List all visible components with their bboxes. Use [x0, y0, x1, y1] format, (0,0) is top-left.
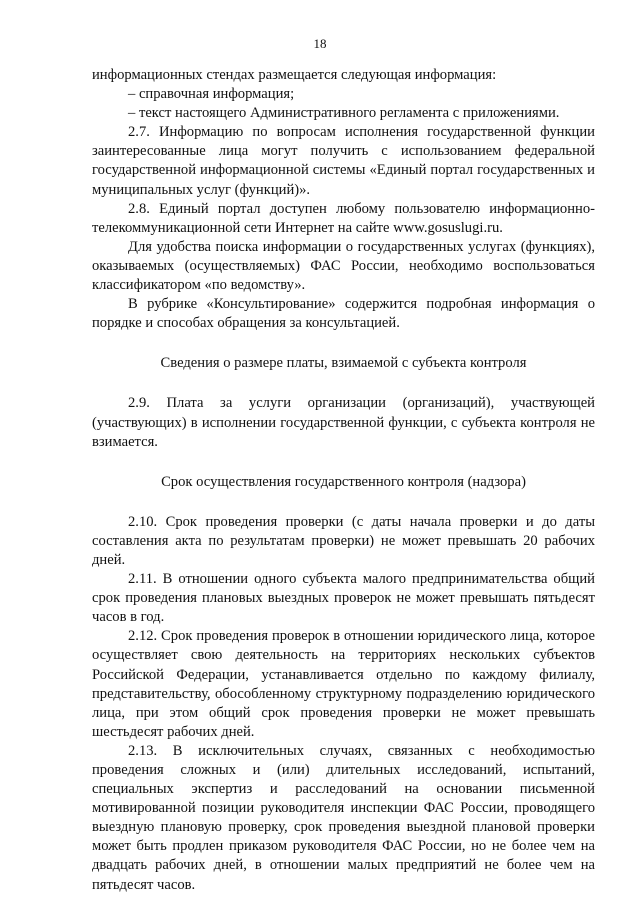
paragraph-2-9: 2.9. Плата за услуги организации (организаций), участвующей (участвующих) в исполнении государственной функции, с субъекта контроля не взимается.	[92, 395, 595, 450]
paragraph-consulting: В рубрике «Консультирование» содержится подробная информация о порядке и способах обращения за консультацией.	[92, 296, 595, 332]
paragraph-2-13: 2.13. В исключительных случаях, связанных с необходимостью проведения сложных и (или) длительных исследований, испытаний, специальных экспертиз и расследований на основании письменной мотивированной позиции руководителя инспекции ФАС России, проводящего выездную плановую проверку, срок проведения выездной плановой проверки может быть продлен приказом руководителя ФАС России, но не более чем на двадцать рабочих дней, в отношении малых предприятий не более чем на пятьдесят часов.	[92, 742, 595, 893]
paragraph-2-7: 2.7. Информацию по вопросам исполнения государственной функции заинтересованные лица могут получить с использованием федеральной государственной информационной системы «Единый портал государственных и муниципальных услуг (функций)».	[92, 124, 595, 198]
intro-lead: информационных стендах размещается следующая информация:	[92, 67, 497, 83]
paragraph-2-12: 2.12. Срок проведения проверок в отношении юридического лица, которое осуществляет свою деятельность на территориях нескольких субъектов Российской Федерации, устанавливается отдельно по каждому филиалу, представительству, обособленному структурному подразделению юридического лица, при этом общий срок проведения проверки не может превышать шестьдесят рабочих дней.	[92, 628, 595, 740]
paragraph-2-11: 2.11. В отношении одного субъекта малого предпринимательства общий срок проведения плановых выездных проверок не может превышать пятьдесят часов в год.	[92, 571, 595, 626]
page-body	[92, 66, 595, 895]
intro-list-item: – справочная информация;	[128, 86, 295, 103]
paragraph-search-info: Для удобства поиска информации о государственных услугах (функциях), оказываемых (осуществляемых) ФАС России, необходимо воспользоваться классификатором «по ведомству».	[92, 238, 595, 294]
paragraph-2-8: 2.8. Единый портал доступен любому пользователю информационно-телекоммуникационной сети Интернет на сайте www.gosuslugi.ru.	[92, 200, 595, 236]
page-number: 18	[313, 36, 327, 51]
section-heading-fee: Сведения о размере платы, взимаемой с субъекта контроля	[160, 355, 527, 372]
paragraph-2-10: 2.10. Срок проведения проверки (с даты начала проверки и до даты составления акта по результатам проверки) не может превышать 20 рабочих дней.	[92, 513, 595, 568]
section-heading-term: Срок осуществления государственного контроля (надзора)	[161, 473, 526, 490]
intro-list-item: – текст настоящего Административного регламента с приложениями.	[128, 105, 560, 122]
